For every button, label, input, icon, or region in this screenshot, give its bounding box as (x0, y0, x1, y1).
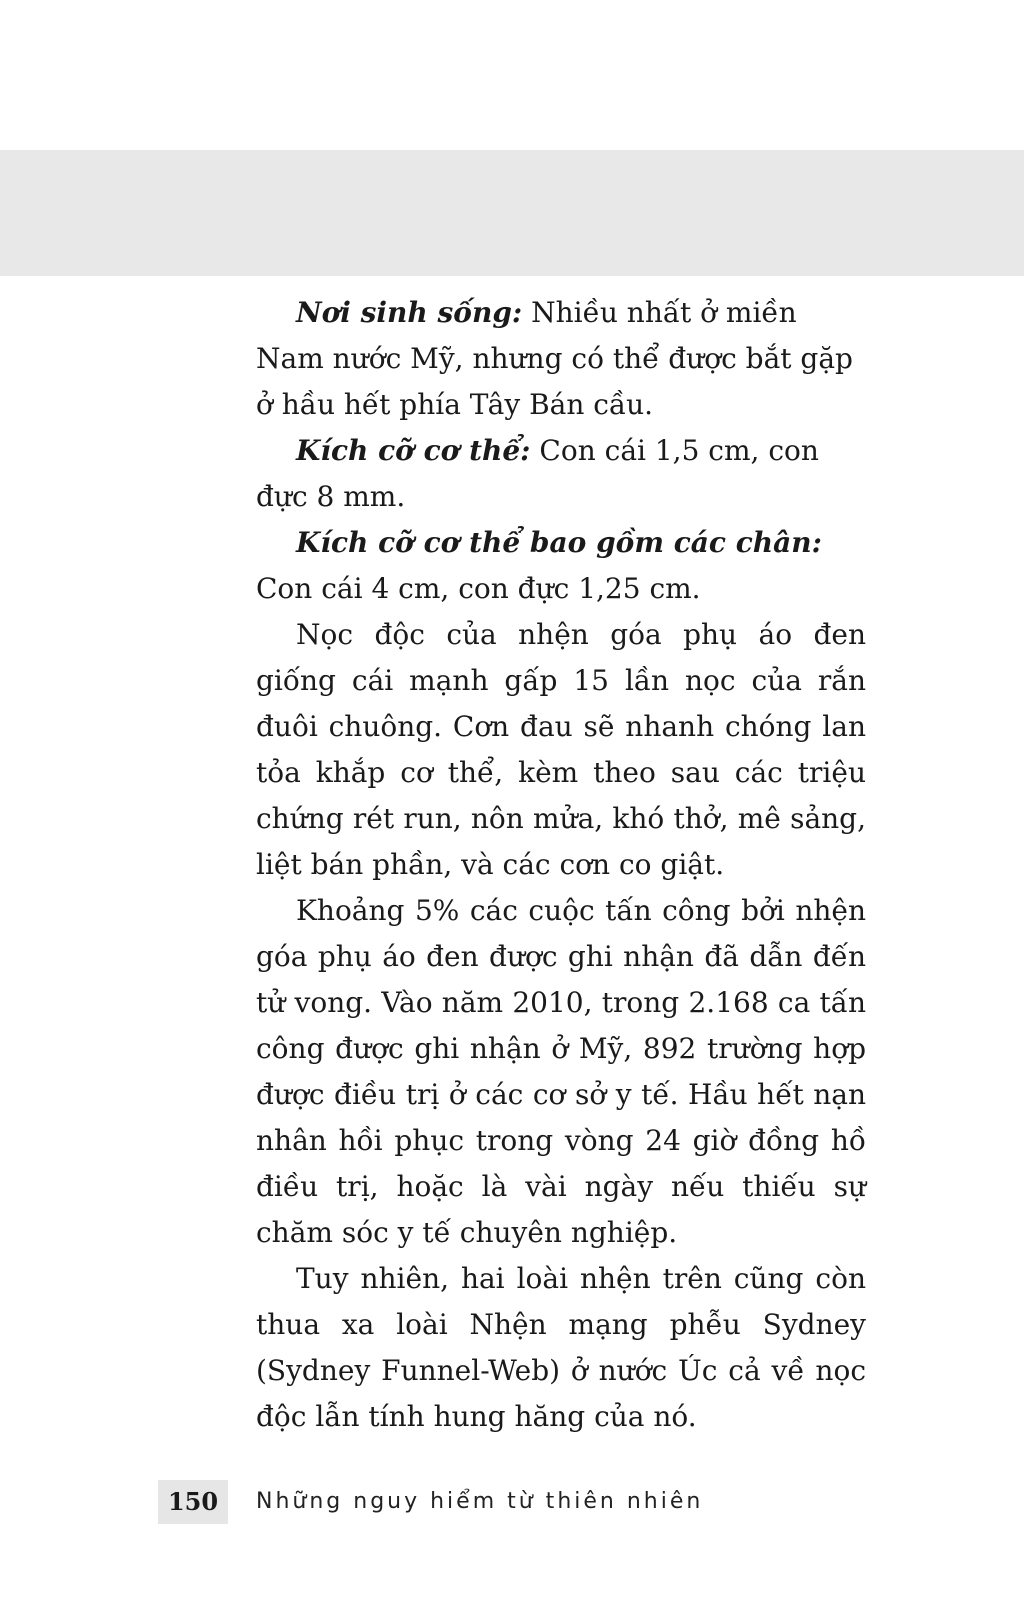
paragraph-size-with-legs (256, 520, 866, 612)
paragraph-funnel-web (256, 1256, 866, 1440)
page-footer (0, 1480, 1024, 1524)
paragraph-body-size (256, 428, 866, 520)
habitat-label: Nơi sinh sống: (296, 296, 523, 329)
page-body (256, 290, 866, 1440)
funnel-web-text: Tuy nhiên, hai loài nhện trên cũng còn thua xa loài Nhện mạng phễu Sydney (Sydney Funnel-Web) ở nước Úc cả về nọc độc lẫn tính hung hăng của nó. (256, 1262, 866, 1433)
paragraph-fatality (256, 888, 866, 1256)
fatality-text: Khoảng 5% các cuộc tấn công bởi nhện góa phụ áo đen được ghi nhận đã dẫn đến tử vong. Vào năm 2010, trong 2.168 ca tấn công được ghi nhận ở Mỹ, 892 trường hợp được điều trị ở các cơ sở y tế. Hầu hết nạn nhân hồi phục trong vòng 24 giờ đồng hồ điều trị, hoặc là vài ngày nếu thiếu sự chăm sóc y tế chuyên nghiệp. (256, 894, 866, 1249)
body-size-text: Con cái 1,5 cm, con đực 8 mm. (256, 434, 819, 513)
body-size-label: Kích cỡ cơ thể: (296, 434, 531, 467)
paragraph-venom (256, 612, 866, 888)
header-band (0, 150, 1024, 276)
habitat-text: Nhiều nhất ở miền Nam nước Mỹ, nhưng có thể được bắt gặp ở hầu hết phía Tây Bán cầu. (256, 296, 853, 421)
venom-text: Nọc độc của nhện góa phụ áo đen giống cái mạnh gấp 15 lần nọc của rắn đuôi chuông. Cơn đau sẽ nhanh chóng lan tỏa khắp cơ thể, kèm theo sau các triệu chứng rét run, nôn mửa, khó thở, mê sảng, liệt bán phần, và các cơn co giật. (256, 618, 866, 881)
size-with-legs-text: Con cái 4 cm, con đực 1,25 cm. (256, 572, 701, 605)
size-with-legs-label: Kích cỡ cơ thể bao gồm các chân: (296, 526, 822, 559)
page-number: 150 (158, 1480, 228, 1524)
paragraph-habitat (256, 290, 866, 428)
running-title: Những nguy hiểm từ thiên nhiên (256, 1489, 704, 1514)
